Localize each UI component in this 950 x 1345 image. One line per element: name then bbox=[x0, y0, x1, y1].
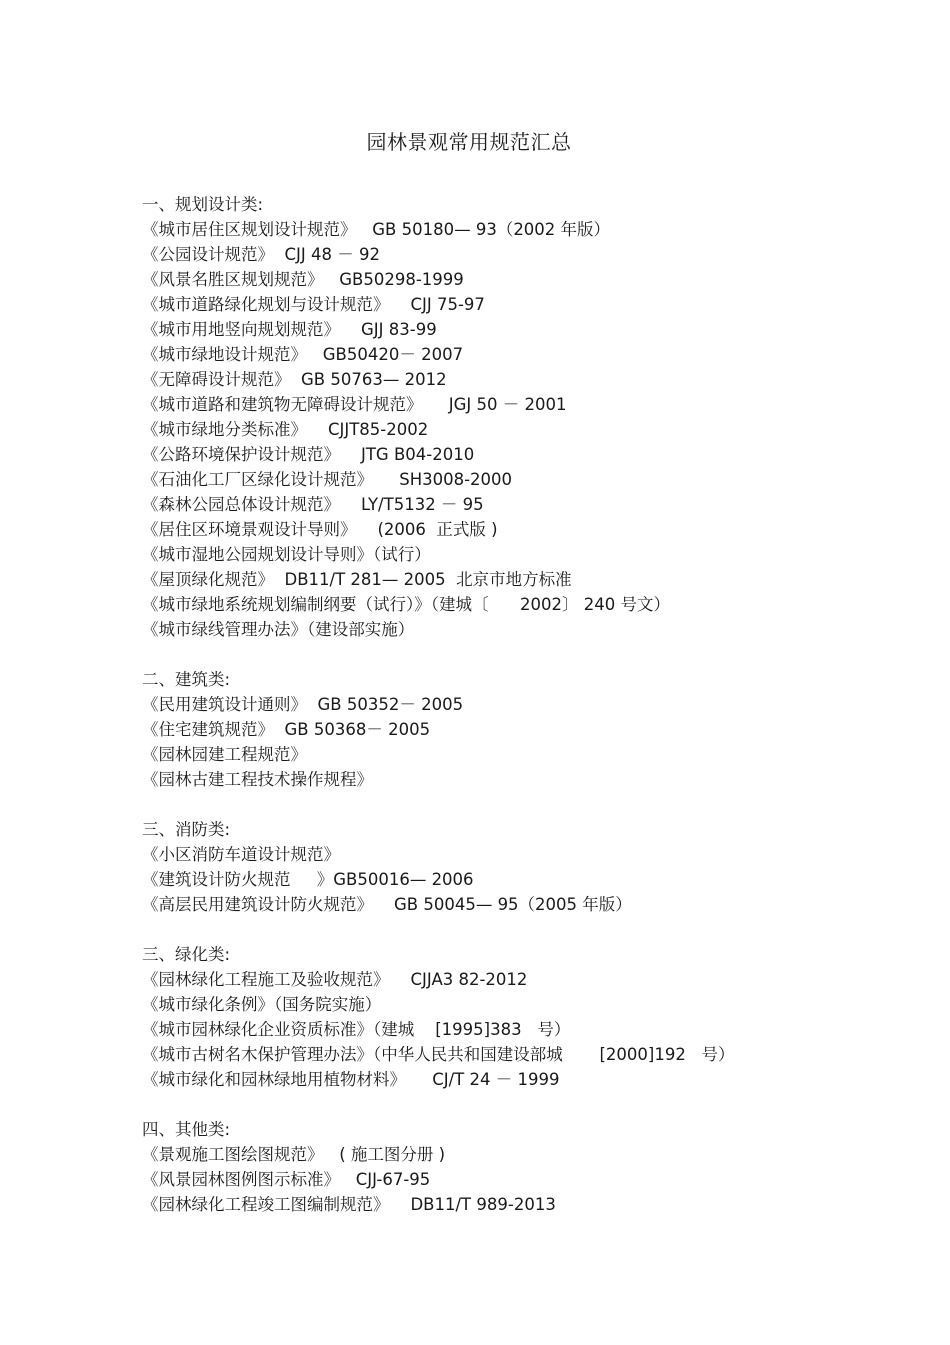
standard-item: 《城市居住区规划设计规范》 GB 50180— 93（2002 年版） bbox=[142, 220, 611, 239]
standard-item: 《无障碍设计规范》 GB 50763— 2012 bbox=[142, 370, 447, 389]
section-planning bbox=[142, 192, 932, 642]
standard-item: 《园林绿化工程施工及验收规范》 CJJA3 82-2012 bbox=[142, 970, 528, 989]
standard-item: 《屋顶绿化规范》 DB11/T 281— 2005 北京市地方标准 bbox=[142, 570, 572, 589]
standard-item: 《城市园林绿化企业资质标准》（建城 [1995]383 号） bbox=[142, 1020, 571, 1039]
standard-item: 《公路环境保护设计规范》 JTG B04-2010 bbox=[142, 445, 475, 464]
standard-item: 《城市绿化和园林绿地用植物材料》 CJ/T 24 － 1999 bbox=[142, 1070, 560, 1089]
standard-item: 《森林公园总体设计规范》 LY/T5132 － 95 bbox=[142, 495, 484, 514]
section-greening bbox=[142, 942, 932, 1092]
standard-item: 《风景名胜区规划规范》 GB50298-1999 bbox=[142, 270, 464, 289]
section-heading: 一、规划设计类: bbox=[142, 195, 264, 214]
standard-item: 《城市古树名木保护管理办法》（中华人民共和国建设部城 [2000]192 号） bbox=[142, 1045, 735, 1064]
standard-item: 《石油化工厂区绿化设计规范》 SH3008-2000 bbox=[142, 470, 513, 489]
standard-item: 《城市道路绿化规划与设计规范》 CJJ 75-97 bbox=[142, 295, 485, 314]
standard-item: 《城市绿线管理办法》（建设部实施） bbox=[142, 620, 415, 639]
section-fire-protection bbox=[142, 817, 932, 917]
section-heading: 三、消防类: bbox=[142, 820, 231, 839]
standard-item: 《城市绿化条例》（国务院实施） bbox=[142, 995, 382, 1014]
section-heading: 二、建筑类: bbox=[142, 670, 231, 689]
section-architecture bbox=[142, 667, 932, 792]
standard-item: 《城市绿地设计规范》 GB50420－ 2007 bbox=[142, 345, 464, 364]
section-heading: 四、其他类: bbox=[142, 1120, 231, 1139]
standard-item: 《小区消防车道设计规范》 bbox=[142, 845, 340, 864]
standard-item: 《城市绿地系统规划编制纲要（试行）》（建城〔 2002〕 240 号文） bbox=[142, 595, 670, 614]
section-heading: 三、绿化类: bbox=[142, 945, 231, 964]
standard-item: 《建筑设计防火规范 》GB50016— 2006 bbox=[142, 870, 474, 889]
standard-item: 《民用建筑设计通则》 GB 50352－ 2005 bbox=[142, 695, 464, 714]
standard-item: 《景观施工图绘图规范》 ( 施工图分册 ) bbox=[142, 1145, 446, 1164]
section-other bbox=[142, 1117, 932, 1217]
standard-item: 《城市用地竖向规划规范》 GJJ 83-99 bbox=[142, 320, 437, 339]
standard-item: 《园林园建工程规范》 bbox=[142, 745, 307, 764]
standard-item: 《园林古建工程技术操作规程》 bbox=[142, 770, 373, 789]
standard-item: 《园林绿化工程竣工图编制规范》 DB11/T 989-2013 bbox=[142, 1195, 556, 1214]
document-title: 园林景观常用规范汇总 bbox=[366, 130, 572, 154]
standard-item: 《高层民用建筑设计防火规范》 GB 50045— 95（2005 年版） bbox=[142, 895, 632, 914]
standard-item: 《城市道路和建筑物无障碍设计规范》 JGJ 50 － 2001 bbox=[142, 395, 567, 414]
standard-item: 《居住区环境景观设计导则》 (2006 正式版 ) bbox=[142, 520, 498, 539]
standard-item: 《风景园林图例图示标准》 CJJ-67-95 bbox=[142, 1170, 431, 1189]
standard-item: 《城市绿地分类标准》 CJJT85-2002 bbox=[142, 420, 429, 439]
standard-item: 《住宅建筑规范》 GB 50368－ 2005 bbox=[142, 720, 431, 739]
standard-item: 《公园设计规范》 CJJ 48 － 92 bbox=[142, 245, 380, 264]
standard-item: 《城市湿地公园规划设计导则》（试行） bbox=[142, 545, 431, 564]
document-body bbox=[142, 192, 932, 1242]
